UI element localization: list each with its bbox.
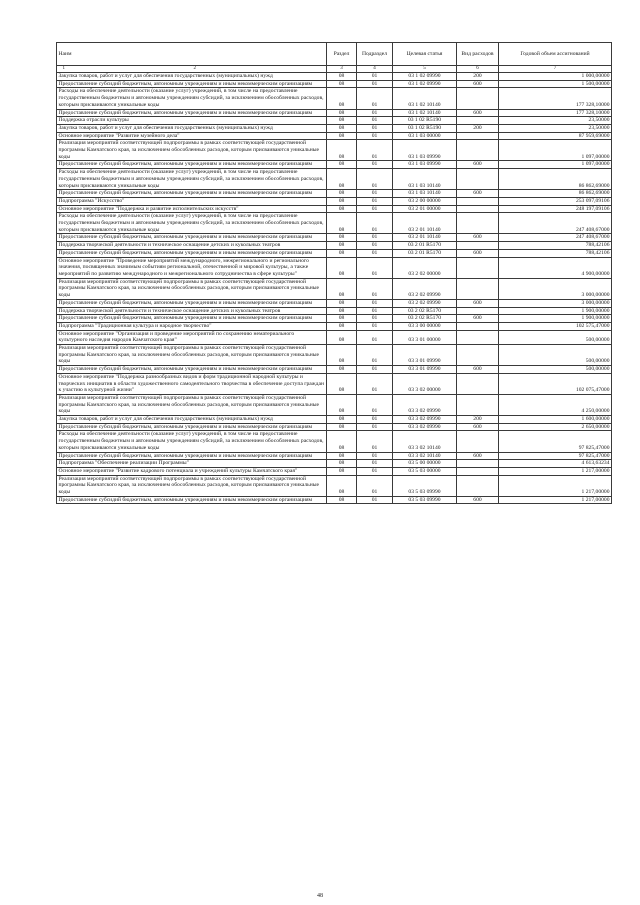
row-vr: 600 (457, 299, 499, 307)
row-razdel: 08 (327, 322, 357, 330)
row-name: Основное мероприятие "Поддержка разнообразных видов и форм традиционной народной культуры и творческих инициатив в области художественного самодеятельного творчества в обеспечение доступа граждан к участию в культурной жизни" (57, 373, 327, 394)
table-row (57, 117, 612, 125)
row-vr (457, 242, 499, 250)
row-podrazdel: 01 (357, 394, 393, 415)
row-podrazdel: 01 (357, 330, 393, 344)
row-name: Предоставление субсидий бюджетным, автономным учреждениям и иным некоммерческим организациям (57, 109, 327, 117)
column-number: 6 (457, 66, 499, 73)
row-name: Предоставление субсидий бюджетным, автономным учреждениям и иным некоммерческим организациям (57, 234, 327, 242)
row-amount: 102 075,47000 (499, 373, 612, 394)
row-vr (457, 307, 499, 315)
row-name: Подпрограмма "Искусство" (57, 197, 327, 205)
row-name: Реализация мероприятий соответствующей подпрограммы в рамках соответствующей государственной программы Камчатского края, за исключением обособленных расходов, которым присваиваются уникальные коды (57, 140, 327, 161)
row-csr: 03 2 02 00000 (393, 257, 457, 278)
row-vr: 600 (457, 161, 499, 169)
table-row (57, 73, 612, 81)
row-vr: 200 (457, 124, 499, 132)
row-vr (457, 475, 499, 496)
row-csr: 03 2 01 R5170 (393, 249, 457, 257)
row-name: Закупка товаров, работ и услуг для обеспечения государственных (муниципальных) нужд (57, 73, 327, 81)
row-razdel: 08 (327, 278, 357, 299)
table-row (57, 496, 612, 504)
row-csr: 03 3 01 09990 (393, 366, 457, 374)
row-amount: 87 959,69000 (499, 132, 612, 140)
table-row (57, 373, 612, 394)
row-name: Реализация мероприятий соответствующей подпрограммы в рамках соответствующей государственной программы Камчатского края, за исключением обособленных расходов, которым присваиваются уникальные коды (57, 345, 327, 366)
row-amount: 253 097,09106 (499, 197, 612, 205)
row-csr: 03 3 01 00000 (393, 330, 457, 344)
table-row (57, 307, 612, 315)
table-row (57, 234, 612, 242)
row-amount: 1 900,00000 (499, 307, 612, 315)
row-vr (457, 257, 499, 278)
table-row (57, 431, 612, 452)
row-razdel: 08 (327, 234, 357, 242)
row-name: Основное мероприятие "Организация и проведение мероприятий по сохранению нематериального культурного наследия народов Камчатского края" (57, 330, 327, 344)
row-podrazdel: 01 (357, 249, 393, 257)
row-amount: 102 575,47000 (499, 322, 612, 330)
row-podrazdel: 01 (357, 373, 393, 394)
row-amount: 4 250,00000 (499, 394, 612, 415)
row-podrazdel: 01 (357, 132, 393, 140)
table-row (57, 330, 612, 344)
row-razdel: 08 (327, 132, 357, 140)
row-amount: 23,50000 (499, 124, 612, 132)
row-vr (457, 140, 499, 161)
row-name: Поддержка отрасли культуры (57, 117, 327, 125)
row-vr (457, 330, 499, 344)
row-csr: 03 1 03 10140 (393, 190, 457, 198)
row-name: Реализация мероприятий соответствующей подпрограммы в рамках соответствующей государственной программы Камчатского края, за исключением обособленных расходов, которым присваиваются уникальные коды (57, 475, 327, 496)
row-podrazdel: 01 (357, 431, 393, 452)
row-razdel: 08 (327, 366, 357, 374)
row-podrazdel: 01 (357, 307, 393, 315)
row-name: Предоставление субсидий бюджетным, автономным учреждениям и иным некоммерческим организациям (57, 315, 327, 323)
row-vr (457, 132, 499, 140)
row-razdel: 08 (327, 213, 357, 234)
row-name: Предоставление субсидий бюджетным, автономным учреждениям и иным некоммерческим организациям (57, 190, 327, 198)
row-name: Расходы на обеспечение деятельности (оказание услуг) учреждений, в том числе на предоставление государственным бюджетным и автономным учреждениям субсидий, за исключением обособленных расходов, которым присваиваются уникальные коды (57, 431, 327, 452)
row-csr: 03 3 01 09990 (393, 345, 457, 366)
row-amount: 23,50000 (499, 117, 612, 125)
row-amount: 500,00000 (499, 345, 612, 366)
row-csr: 03 1 03 00000 (393, 132, 457, 140)
table-row (57, 345, 612, 366)
row-csr: 03 1 02 10140 (393, 88, 457, 109)
table-row (57, 213, 612, 234)
row-vr: 600 (457, 452, 499, 460)
row-amount: 247 408,67000 (499, 213, 612, 234)
column-number: 1 (62, 66, 65, 71)
row-razdel: 08 (327, 161, 357, 169)
row-amount: 248 197,09106 (499, 205, 612, 213)
column-number: 7 (499, 66, 612, 73)
row-podrazdel: 01 (357, 423, 393, 431)
row-csr: 03 3 02 00000 (393, 373, 457, 394)
row-podrazdel: 01 (357, 366, 393, 374)
column-number: 5 (393, 66, 457, 73)
row-csr: 03 3 02 10140 (393, 431, 457, 452)
row-amount: 1 097,00000 (499, 140, 612, 161)
row-amount: 500,00000 (499, 366, 612, 374)
table-row (57, 394, 612, 415)
row-podrazdel: 01 (357, 109, 393, 117)
header-amount: Годовой объем ассигнований (499, 43, 612, 66)
row-podrazdel: 01 (357, 322, 393, 330)
table-row (57, 205, 612, 213)
row-amount: 1 900,00000 (499, 315, 612, 323)
row-csr: 03 1 02 09990 (393, 73, 457, 81)
row-name: Предоставление субсидий бюджетным, автономным учреждениям и иным некоммерческим организациям (57, 452, 327, 460)
row-name: Реализация мероприятий соответствующей подпрограммы в рамках соответствующей государственной программы Камчатского края, за исключением обособленных расходов, которым присваиваются уникальные коды (57, 278, 327, 299)
row-razdel: 08 (327, 257, 357, 278)
row-amount: 177 328,10000 (499, 88, 612, 109)
row-amount: 788,42106 (499, 242, 612, 250)
row-razdel: 08 (327, 124, 357, 132)
row-amount: 1 000,00000 (499, 73, 612, 81)
row-name: Предоставление субсидий бюджетным, автономным учреждениям и иным некоммерческим организациям (57, 496, 327, 504)
row-csr: 03 2 02 R5170 (393, 315, 457, 323)
table-row (57, 169, 612, 190)
row-vr: 600 (457, 249, 499, 257)
table-row (57, 467, 612, 475)
header-csr: Целевая статья (393, 43, 457, 66)
header-razdel: Раздел (327, 43, 357, 66)
table-row (57, 257, 612, 278)
row-name: Поддержка творческой деятельности и техническое оснащение детских и кукольных театров (57, 242, 327, 250)
column-number-cell (57, 66, 327, 73)
row-csr: 03 1 02 09990 (393, 80, 457, 88)
page-number: 48 (317, 893, 323, 899)
budget-table (56, 42, 612, 504)
row-razdel: 08 (327, 242, 357, 250)
row-razdel: 08 (327, 496, 357, 504)
row-vr (457, 373, 499, 394)
row-vr: 600 (457, 234, 499, 242)
row-podrazdel: 01 (357, 315, 393, 323)
table-row (57, 124, 612, 132)
table-row (57, 109, 612, 117)
row-vr: 600 (457, 80, 499, 88)
header-vr: Вид расходов (457, 43, 499, 66)
row-csr: 03 5 03 00000 (393, 467, 457, 475)
table-row (57, 299, 612, 307)
row-name: Предоставление субсидий бюджетным, автономным учреждениям и иным некоммерческим организациям (57, 80, 327, 88)
row-razdel: 08 (327, 452, 357, 460)
row-podrazdel: 01 (357, 452, 393, 460)
table-row (57, 140, 612, 161)
table-row (57, 322, 612, 330)
row-name: Реализация мероприятий соответствующей подпрограммы в рамках соответствующей государственной программы Камчатского края, за исключением обособленных расходов, которым присваиваются уникальные коды (57, 394, 327, 415)
row-name: Основное мероприятие "Проведение мероприятий международного, межрегионального и регионального значения, посвященных значимым событиям региональной, отечественной и мировой культуры, а также мероприятий по развитию международного и межрегионального сотрудничества в сфере культуры" (57, 257, 327, 278)
table-row (57, 278, 612, 299)
column-number: 4 (357, 66, 393, 73)
row-csr: 03 5 03 09990 (393, 475, 457, 496)
row-vr (457, 345, 499, 366)
row-vr: 600 (457, 366, 499, 374)
row-csr: 03 5 03 09990 (393, 496, 457, 504)
row-podrazdel: 01 (357, 242, 393, 250)
row-amount: 1 097,00000 (499, 161, 612, 169)
row-csr: 03 1 03 09990 (393, 140, 457, 161)
row-csr: 03 2 00 00000 (393, 197, 457, 205)
row-vr (457, 197, 499, 205)
row-podrazdel: 01 (357, 169, 393, 190)
row-amount: 86 862,69000 (499, 190, 612, 198)
row-razdel: 08 (327, 467, 357, 475)
budget-table-sheet (56, 42, 611, 504)
header-row (57, 43, 612, 66)
table-row (57, 460, 612, 468)
header-name: Наим (57, 43, 327, 66)
row-csr: 03 1 03 09990 (393, 161, 457, 169)
row-csr: 03 2 02 09990 (393, 299, 457, 307)
table-row (57, 416, 612, 424)
row-name: Предоставление субсидий бюджетным, автономным учреждениям и иным некоммерческим организациям (57, 249, 327, 257)
table-row (57, 366, 612, 374)
row-podrazdel: 01 (357, 161, 393, 169)
column-number: 3 (327, 66, 357, 73)
row-podrazdel: 01 (357, 213, 393, 234)
row-vr (457, 88, 499, 109)
row-razdel: 08 (327, 249, 357, 257)
row-razdel: 08 (327, 73, 357, 81)
row-vr (457, 467, 499, 475)
table-row (57, 242, 612, 250)
header-podrazdel: Подраздел (357, 43, 393, 66)
row-csr: 03 2 02 R5170 (393, 307, 457, 315)
row-csr: 03 1 02 R5190 (393, 124, 457, 132)
row-razdel: 08 (327, 109, 357, 117)
row-vr (457, 117, 499, 125)
row-name: Закупка товаров, работ и услуг для обеспечения государственных (муниципальных) нужд (57, 416, 327, 424)
row-vr (457, 169, 499, 190)
row-amount: 2 650,00000 (499, 423, 612, 431)
table-row (57, 315, 612, 323)
row-amount: 3 000,00000 (499, 278, 612, 299)
row-razdel: 08 (327, 117, 357, 125)
row-amount: 3 000,00000 (499, 299, 612, 307)
row-vr (457, 205, 499, 213)
row-name: Подпрограмма "Традиционная культура и народное творчество" (57, 322, 327, 330)
row-name: Расходы на обеспечение деятельности (оказание услуг) учреждений, в том числе на предоставление государственным бюджетным и автономным учреждениям субсидий, за исключением обособленных расходов, которым присваиваются уникальные коды (57, 169, 327, 190)
row-amount: 1 217,00000 (499, 496, 612, 504)
row-csr: 03 2 01 R5170 (393, 242, 457, 250)
row-name: Закупка товаров, работ и услуг для обеспечения государственных (муниципальных) нужд (57, 124, 327, 132)
row-podrazdel: 01 (357, 197, 393, 205)
table-row (57, 132, 612, 140)
row-name: Расходы на обеспечение деятельности (оказание услуг) учреждений, в том числе на предоставление государственным бюджетным и автономным учреждениям субсидий, за исключением обособленных расходов, которым присваиваются уникальные коды (57, 88, 327, 109)
row-vr (457, 278, 499, 299)
row-csr: 03 1 02 10140 (393, 109, 457, 117)
row-razdel: 08 (327, 197, 357, 205)
row-podrazdel: 01 (357, 117, 393, 125)
row-amount: 1 500,00000 (499, 80, 612, 88)
row-csr: 03 1 02 R5190 (393, 117, 457, 125)
row-name: Основное мероприятие "Развитие музейного дела" (57, 132, 327, 140)
row-name: Предоставление субсидий бюджетным, автономным учреждениям и иным некоммерческим организациям (57, 423, 327, 431)
row-csr: 03 3 02 09990 (393, 394, 457, 415)
row-amount: 247 408,67000 (499, 234, 612, 242)
table-row (57, 161, 612, 169)
row-name: Основное мероприятие "Поддержка и развитие исполнительских искусств" (57, 205, 327, 213)
row-amount: 97 825,47000 (499, 452, 612, 460)
row-vr (457, 460, 499, 468)
row-name: Основное мероприятие "Развитие кадрового потенциала и учреждений культуры Камчатского края" (57, 467, 327, 475)
row-csr: 03 2 01 10140 (393, 213, 457, 234)
row-amount: 500,00000 (499, 330, 612, 344)
row-amount: 788,42106 (499, 249, 612, 257)
row-csr: 03 2 02 09990 (393, 278, 457, 299)
row-vr (457, 394, 499, 415)
column-number: 2 (193, 66, 196, 71)
row-podrazdel: 01 (357, 80, 393, 88)
row-razdel: 08 (327, 423, 357, 431)
row-vr (457, 431, 499, 452)
row-csr: 03 3 02 10140 (393, 452, 457, 460)
row-podrazdel: 01 (357, 460, 393, 468)
row-vr: 600 (457, 315, 499, 323)
table-row (57, 423, 612, 431)
row-csr: 03 5 00 00000 (393, 460, 457, 468)
row-razdel: 08 (327, 416, 357, 424)
row-podrazdel: 01 (357, 278, 393, 299)
row-podrazdel: 01 (357, 416, 393, 424)
row-name: Подпрограмма "Обеспечение реализации Программы" (57, 460, 327, 468)
table-row (57, 80, 612, 88)
row-name: Предоставление субсидий бюджетным, автономным учреждениям и иным некоммерческим организациям (57, 366, 327, 374)
row-name: Поддержка творческой деятельности и техническое оснащение детских и кукольных театров (57, 307, 327, 315)
table-row (57, 452, 612, 460)
row-name: Расходы на обеспечение деятельности (оказание услуг) учреждений, в том числе на предоставление государственным бюджетным и автономным учреждениям субсидий, за исключением обособленных расходов, которым присваиваются уникальные коды (57, 213, 327, 234)
row-csr: 03 2 01 10140 (393, 234, 457, 242)
row-podrazdel: 01 (357, 496, 393, 504)
row-vr: 600 (457, 423, 499, 431)
row-vr: 600 (457, 190, 499, 198)
row-csr: 03 3 00 00000 (393, 322, 457, 330)
row-amount: 4 613,63234 (499, 460, 612, 468)
row-razdel: 08 (327, 394, 357, 415)
row-podrazdel: 01 (357, 257, 393, 278)
row-amount: 177 328,10000 (499, 109, 612, 117)
row-podrazdel: 01 (357, 475, 393, 496)
row-amount: 1 217,00000 (499, 467, 612, 475)
row-razdel: 08 (327, 169, 357, 190)
row-razdel: 08 (327, 80, 357, 88)
row-razdel: 08 (327, 431, 357, 452)
row-amount: 1 600,00000 (499, 416, 612, 424)
row-podrazdel: 01 (357, 73, 393, 81)
row-razdel: 08 (327, 373, 357, 394)
row-csr: 03 1 03 10140 (393, 169, 457, 190)
table-body (57, 73, 612, 504)
row-razdel: 08 (327, 205, 357, 213)
row-csr: 03 3 02 09990 (393, 416, 457, 424)
row-amount: 4 900,00000 (499, 257, 612, 278)
row-razdel: 08 (327, 140, 357, 161)
table-row (57, 88, 612, 109)
row-csr: 03 2 01 00000 (393, 205, 457, 213)
row-razdel: 08 (327, 475, 357, 496)
row-name: Предоставление субсидий бюджетным, автономным учреждениям и иным некоммерческим организациям (57, 299, 327, 307)
row-name: Предоставление субсидий бюджетным, автономным учреждениям и иным некоммерческим организациям (57, 161, 327, 169)
row-vr (457, 213, 499, 234)
row-razdel: 08 (327, 330, 357, 344)
row-razdel: 08 (327, 460, 357, 468)
row-podrazdel: 01 (357, 345, 393, 366)
row-vr: 600 (457, 109, 499, 117)
row-razdel: 08 (327, 190, 357, 198)
row-csr: 03 3 02 09990 (393, 423, 457, 431)
row-amount: 86 862,69000 (499, 169, 612, 190)
row-razdel: 08 (327, 345, 357, 366)
row-razdel: 08 (327, 88, 357, 109)
table-row (57, 190, 612, 198)
table-row (57, 249, 612, 257)
table-row (57, 475, 612, 496)
row-vr: 200 (457, 73, 499, 81)
row-vr (457, 322, 499, 330)
row-vr: 600 (457, 496, 499, 504)
row-vr: 200 (457, 416, 499, 424)
row-podrazdel: 01 (357, 205, 393, 213)
row-podrazdel: 01 (357, 467, 393, 475)
row-podrazdel: 01 (357, 140, 393, 161)
table-row (57, 197, 612, 205)
row-razdel: 08 (327, 315, 357, 323)
row-podrazdel: 01 (357, 88, 393, 109)
row-podrazdel: 01 (357, 299, 393, 307)
row-razdel: 08 (327, 299, 357, 307)
row-podrazdel: 01 (357, 190, 393, 198)
row-razdel: 08 (327, 307, 357, 315)
row-amount: 97 825,47000 (499, 431, 612, 452)
row-amount: 1 217,00000 (499, 475, 612, 496)
row-podrazdel: 01 (357, 234, 393, 242)
row-podrazdel: 01 (357, 124, 393, 132)
column-number-row (57, 66, 612, 73)
